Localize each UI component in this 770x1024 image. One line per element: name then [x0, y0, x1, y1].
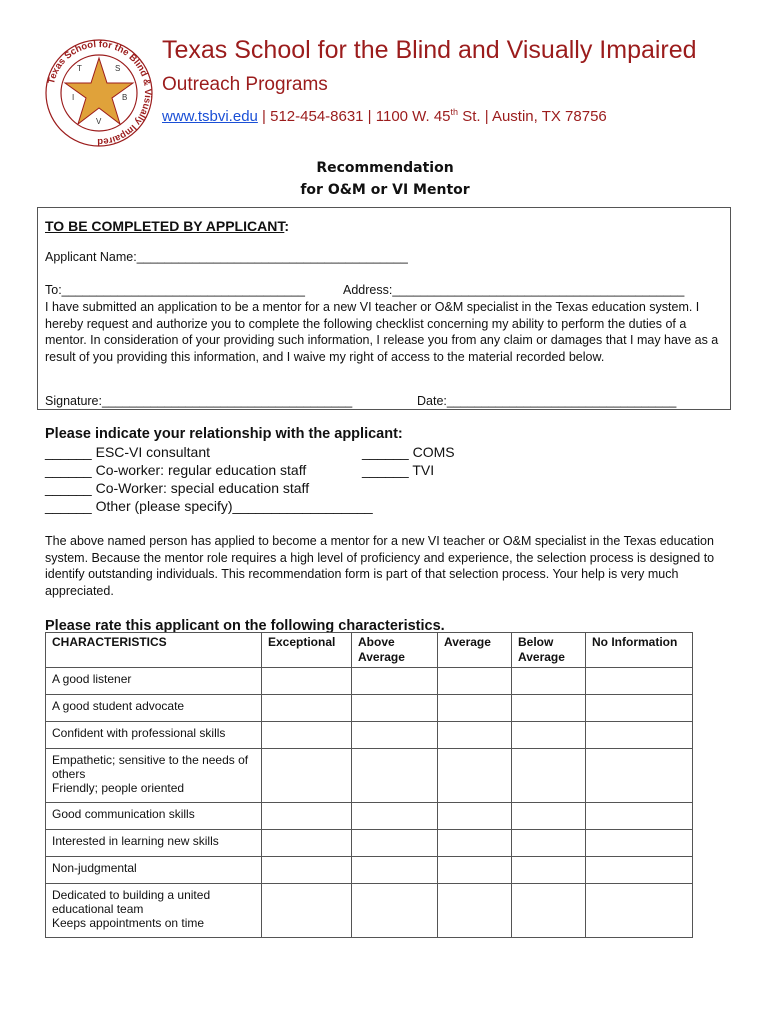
relationship-option-tvi[interactable]: ______ TVI — [362, 462, 435, 478]
col-average: Average — [438, 633, 512, 668]
contact-city: St. | Austin, TX 78756 — [458, 108, 607, 125]
relationship-option[interactable]: ______ ESC-VI consultant — [45, 444, 210, 460]
contact-phone-address: | 512-454-8631 | 1100 W. 45 — [257, 108, 451, 125]
to-field[interactable]: To:___________________________________ — [45, 283, 305, 297]
applicant-name-field[interactable]: Applicant Name:_______________________________________ — [45, 250, 408, 264]
table-row — [46, 803, 693, 830]
rating-cell[interactable] — [262, 830, 352, 857]
applicant-heading-colon: : — [284, 218, 289, 234]
applicant-heading-text: TO BE COMPLETED BY APPLICANT — [45, 218, 285, 234]
rating-cell[interactable] — [262, 884, 352, 938]
rating-cell[interactable] — [586, 695, 693, 722]
doc-title-line1: Recommendation — [316, 160, 454, 176]
rating-cell[interactable] — [512, 749, 586, 803]
rating-cell[interactable] — [262, 695, 352, 722]
table-row — [46, 668, 693, 695]
col-no-information: No Information — [586, 633, 693, 668]
rating-cell[interactable] — [586, 749, 693, 803]
rating-cell[interactable] — [512, 884, 586, 938]
rating-cell[interactable] — [438, 749, 512, 803]
rating-cell[interactable] — [352, 857, 438, 884]
col-exceptional: Exceptional — [262, 633, 352, 668]
relationship-option[interactable]: ______ Co-worker: regular education staff — [45, 462, 307, 478]
characteristic-label: A good student advocate — [46, 695, 262, 722]
star-icon — [65, 58, 133, 124]
rating-cell[interactable] — [512, 668, 586, 695]
rating-cell[interactable] — [438, 722, 512, 749]
rating-cell[interactable] — [512, 857, 586, 884]
rating-cell[interactable] — [352, 803, 438, 830]
rating-cell[interactable] — [352, 668, 438, 695]
relationship-option-coms[interactable]: ______ COMS — [362, 444, 455, 460]
rating-cell[interactable] — [586, 830, 693, 857]
rating-cell[interactable] — [438, 668, 512, 695]
table-row — [46, 722, 693, 749]
address-field[interactable]: Address:__________________________________________ — [343, 283, 685, 297]
logo-letter: V — [96, 117, 102, 126]
relationship-heading: Please indicate your relationship with the applicant: — [45, 426, 403, 442]
rating-cell[interactable] — [438, 857, 512, 884]
rating-table — [45, 632, 693, 938]
ordinal-suffix: th — [450, 107, 459, 117]
table-row — [46, 749, 693, 803]
rating-cell[interactable] — [262, 722, 352, 749]
rating-cell[interactable] — [586, 857, 693, 884]
intro-paragraph: The above named person has applied to become a mentor for a new VI teacher or O&M specialist in the Texas education system. Because the mentor role requires a high level of proficiency and experience, the selection process is designed to identify outstanding individuals. This recommendation form is part of that selection process. Your help is very much appreciated. — [45, 534, 715, 598]
rating-cell[interactable] — [512, 722, 586, 749]
characteristic-label: A good listener — [46, 668, 262, 695]
characteristic-label: Dedicated to building a united educational team Keeps appointments on time — [46, 884, 262, 938]
rating-cell[interactable] — [352, 749, 438, 803]
rating-cell[interactable] — [438, 830, 512, 857]
characteristic-label: Non-judgmental — [46, 857, 262, 884]
rating-cell[interactable] — [352, 830, 438, 857]
table-row — [46, 857, 693, 884]
rating-cell[interactable] — [438, 803, 512, 830]
rating-cell[interactable] — [586, 668, 693, 695]
characteristic-label: Confident with professional skills — [46, 722, 262, 749]
applicant-heading — [45, 218, 289, 234]
signature-field[interactable]: Signature:____________________________________ — [45, 394, 353, 408]
table-row — [46, 695, 693, 722]
rating-cell[interactable] — [262, 803, 352, 830]
org-subtitle: Outreach Programs — [162, 74, 328, 95]
rating-cell[interactable] — [438, 695, 512, 722]
rating-cell[interactable] — [262, 668, 352, 695]
logo-letter: S — [115, 64, 121, 73]
rating-cell[interactable] — [352, 722, 438, 749]
col-below-average: Below Average — [512, 633, 586, 668]
rating-cell[interactable] — [586, 803, 693, 830]
table-row — [46, 884, 693, 938]
consent-text: I have submitted an application to be a mentor for a new VI teacher or O&M specialist in the Texas education system. I hereby request and authorize you to complete the following checklist concerning my ability to perform the duties of a mentor. In consideration of your providing such information, I release you from any claim or damages that I may have as a result of you providing this information, and I waive my right of access to the material recorded below. — [45, 300, 719, 364]
logo-ring-text: Texas School for the Blind & Visually Impaired — [45, 38, 154, 148]
org-contact — [162, 107, 607, 125]
rating-cell[interactable] — [262, 749, 352, 803]
col-above-average: Above Average — [352, 633, 438, 668]
characteristic-label: Interested in learning new skills — [46, 830, 262, 857]
characteristic-label: Empathetic; sensitive to the needs of others Friendly; people oriented — [46, 749, 262, 803]
rating-heading: Please rate this applicant on the following characteristics. — [45, 618, 445, 634]
relationship-option[interactable]: ______ Co-Worker: special education staff — [45, 480, 310, 496]
relationship-option[interactable]: ______ Other (please specify)__________________ — [45, 498, 373, 514]
rating-cell[interactable] — [586, 884, 693, 938]
logo-letter: T — [77, 64, 82, 73]
table-header-row — [46, 633, 693, 668]
rating-cell[interactable] — [586, 722, 693, 749]
rating-cell[interactable] — [438, 884, 512, 938]
col-characteristics: CHARACTERISTICS — [46, 633, 262, 668]
doc-title-line2: for O&M or VI Mentor — [300, 182, 470, 198]
rating-cell[interactable] — [512, 830, 586, 857]
characteristic-label: Good communication skills — [46, 803, 262, 830]
school-logo — [44, 38, 154, 148]
date-field[interactable]: Date:_________________________________ — [417, 394, 677, 408]
table-row — [46, 830, 693, 857]
rating-cell[interactable] — [352, 884, 438, 938]
rating-cell[interactable] — [512, 695, 586, 722]
org-title: Texas School for the Blind and Visually Impaired — [162, 36, 697, 64]
rating-cell[interactable] — [262, 857, 352, 884]
rating-cell[interactable] — [512, 803, 586, 830]
logo-letter: B — [122, 93, 128, 102]
logo-letter: I — [72, 93, 75, 102]
rating-cell[interactable] — [352, 695, 438, 722]
website-link[interactable]: www.tsbvi.edu — [162, 108, 258, 125]
